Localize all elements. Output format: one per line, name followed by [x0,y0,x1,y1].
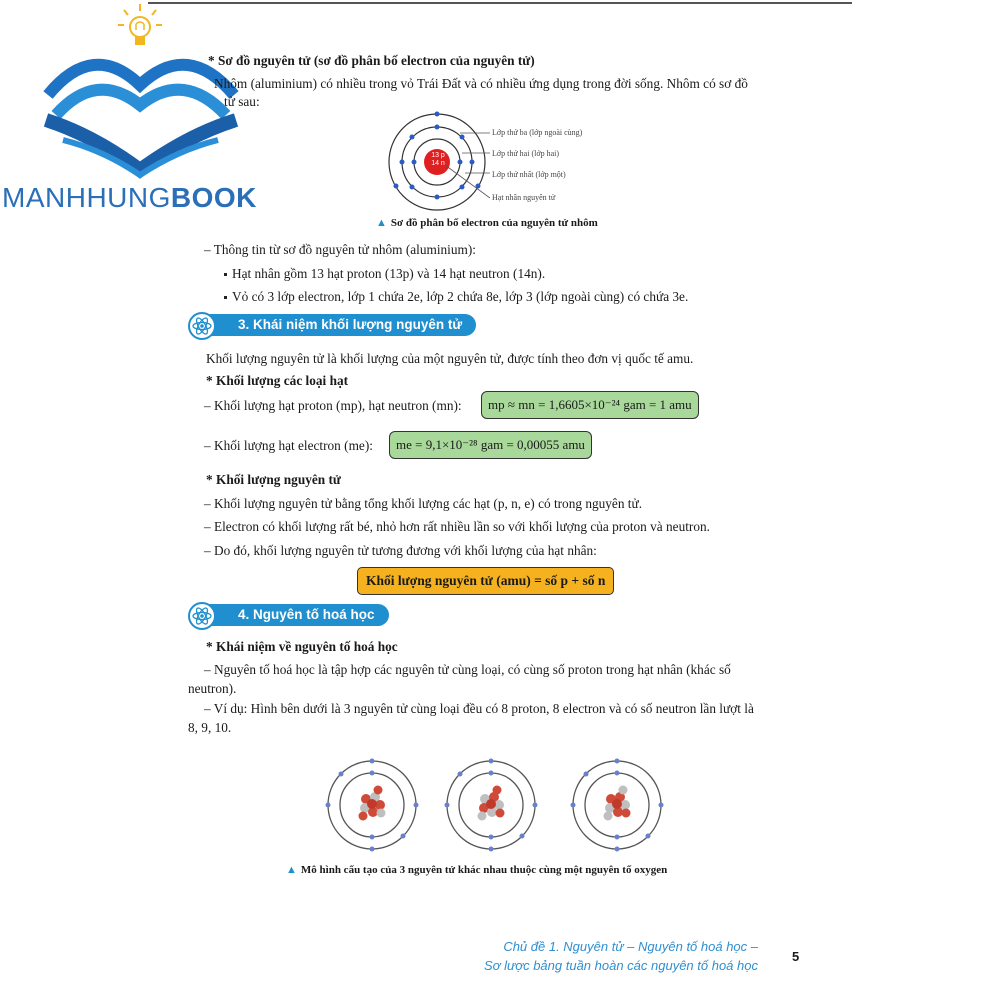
nucleus-neutrons: 14 n [431,160,445,167]
nucleus-protons: 13 p [431,152,445,159]
atomic-mass-line-1: – Khối lượng nguyên tử bằng tổng khối lượng các hạt (p, n, e) có trong nguyên tử. [204,496,643,511]
label-shell-3: Lớp thứ ba (lớp ngoài cùng) [492,128,583,137]
aluminium-caption [376,217,598,229]
element-para2-line1: – Ví dụ: Hình bên dưới là 3 nguyên tử cùng loại đều có 8 proton, 8 electron và có số neutron lần lượt là [204,701,754,716]
proton-mass-line: – Khối lượng hạt proton (mp), hạt neutron (mn): [204,398,462,413]
oxygen-atom-2 [445,759,538,852]
section-3-header: 3. Khái niệm khối lượng nguyên tử [200,314,476,336]
footer-topic-line1: Chủ đề 1. Nguyên tử – Nguyên tố hoá học – [503,939,758,954]
info-title: – Thông tin từ sơ đồ nguyên tử nhôm (aluminium): [204,242,476,257]
atom-diagram-heading: * Sơ đồ nguyên tử (sơ đồ phân bố electron của nguyên tử) [208,53,535,68]
info-bullet-1-text: Hạt nhân gồm 13 hạt proton (13p) và 14 hạt neutron (14n). [232,266,546,281]
atomic-mass-line-2: – Electron có khối lượng rất bé, nhỏ hơn rất nhiều lần so với khối lượng của proton và neutron. [204,519,710,534]
triangle-icon: ▲ [286,864,297,876]
brand-light: MANHHUNG [2,182,171,213]
aluminium-caption-text: Sơ đồ phân bố electron của nguyên tử nhôm [390,217,598,229]
electron-mass-line: – Khối lượng hạt electron (me): [204,438,373,453]
label-nucleus: Hạt nhân nguyên tử [492,193,556,202]
element-para2-line2: 8, 9, 10. [188,720,232,735]
info-bullet-2-text: Vỏ có 3 lớp electron, lớp 1 chứa 2e, lớp 2 chứa 8e, lớp 3 (lớp ngoài cùng) có chứa 3e. [232,289,689,304]
atom-icon [188,602,216,630]
element-concept-heading: * Khái niệm về nguyên tố hoá học [206,639,398,654]
diagram-leader-lines [440,125,490,205]
brand-logo [2,182,257,214]
aluminium-intro-line2: tử sau: [224,94,260,109]
bullet-icon [224,296,227,299]
oxygen-atoms-figure [325,757,715,853]
oxygen-atom-1 [326,759,419,852]
oxygen-caption [286,864,667,876]
top-rule [148,2,852,4]
atom-icon [188,312,216,340]
bullet-icon [224,273,227,276]
page-number: 5 [792,949,800,964]
atomic-mass-heading: * Khối lượng nguyên tử [206,472,341,487]
footer-topic-line2: Sơ lược bảng tuần hoàn các nguyên tố hoá học [483,958,758,973]
brand-bold: BOOK [170,182,257,213]
info-bullet-2 [224,288,688,305]
section-4-header: 4. Nguyên tố hoá học [200,604,389,626]
oxygen-atom-3 [571,759,664,852]
info-bullet-1 [224,265,545,282]
electron-mass-formula: me = 9,1×10⁻²⁸ gam = 0,00055 amu [389,431,592,459]
label-shell-2: Lớp thứ hai (lớp hai) [492,149,560,158]
particle-mass-heading: * Khối lượng các loại hạt [206,373,349,388]
element-para1-line2: neutron). [188,681,237,696]
atomic-mass-line-3: – Do đó, khối lượng nguyên tử tương đương với khối lượng của hạt nhân: [204,543,597,558]
label-shell-1: Lớp thứ nhất (lớp một) [492,170,566,179]
element-para1-line1: – Nguyên tố hoá học là tập hợp các nguyên tử cùng loại, có cùng số proton trong hạt nhân (khác số [204,662,731,677]
oxygen-caption-text: Mô hình cấu tạo của 3 nguyên tử khác nhau thuộc cùng một nguyên tố oxygen [300,864,668,876]
atomic-mass-formula: Khối lượng nguyên tử (amu) = số p + số n [357,567,614,595]
aluminium-intro-line1: Nhôm (aluminium) có nhiều trong vỏ Trái Đất và có nhiều ứng dụng trong đời sống. Nhôm có sơ đồ [214,76,748,91]
section-3-intro: Khối lượng nguyên tử là khối lượng của một nguyên tử, được tính theo đơn vị quốc tế amu. [206,351,694,366]
proton-mass-formula: mp ≈ mn = 1,6605×10⁻²⁴ gam = 1 amu [481,391,699,419]
triangle-icon: ▲ [376,217,387,229]
